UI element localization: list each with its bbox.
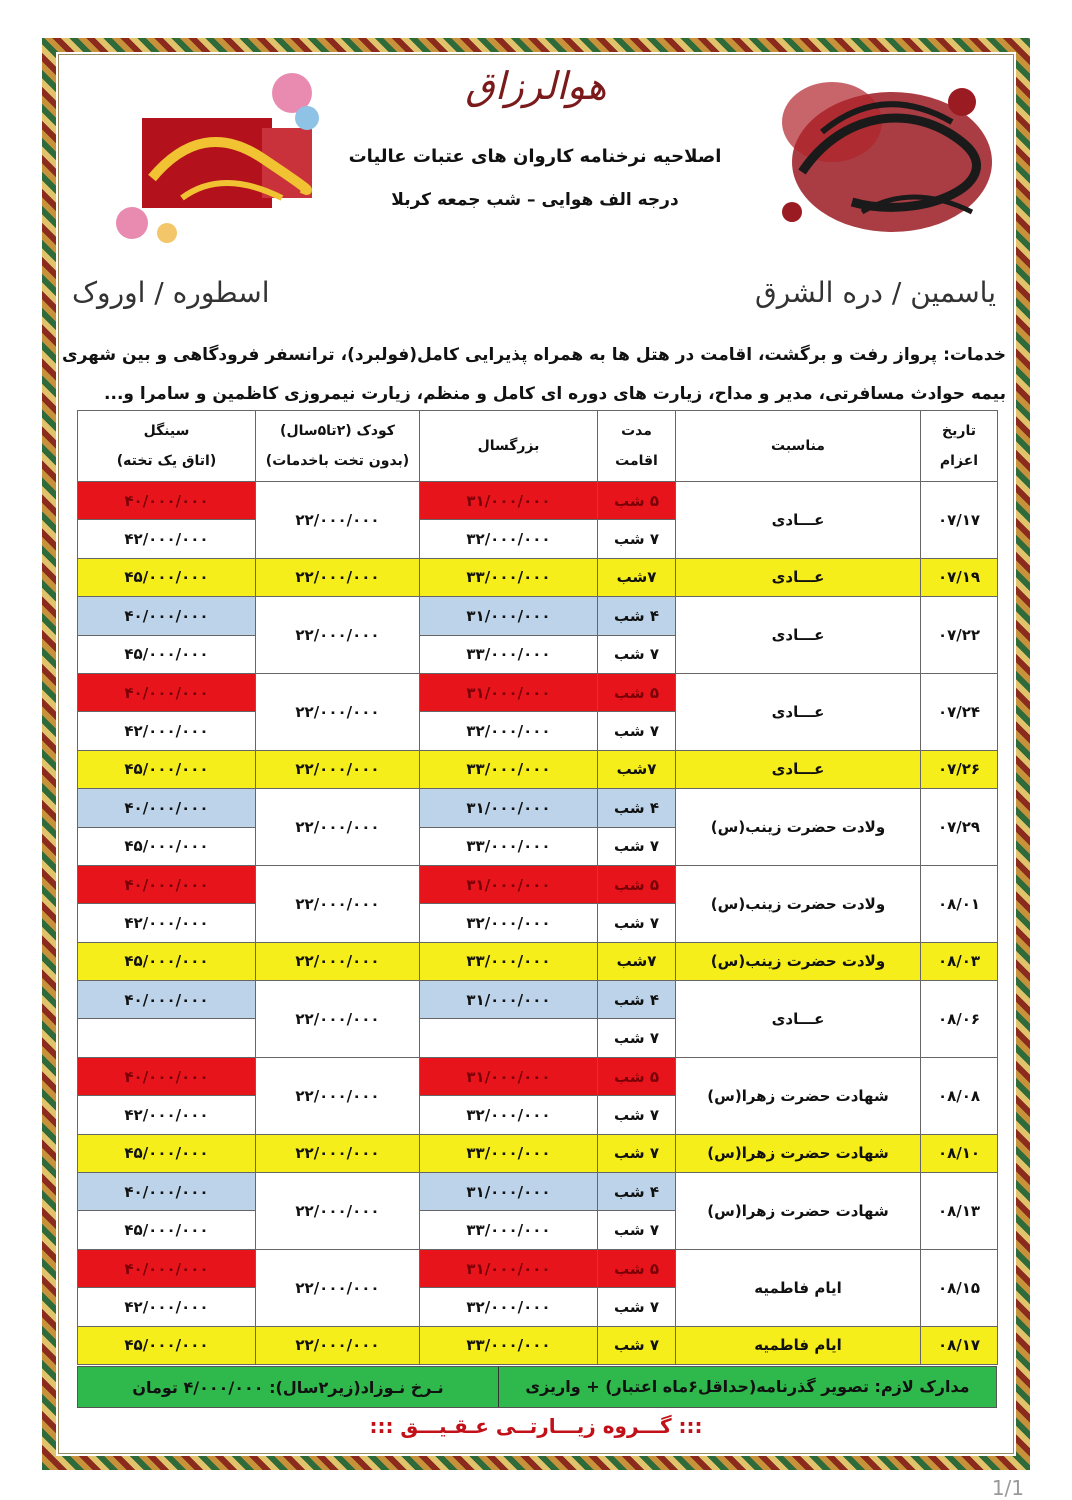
cell-single-price: ۴۵/۰۰۰/۰۰۰ bbox=[78, 635, 256, 673]
cell-single-price: ۴۰/۰۰۰/۰۰۰ bbox=[78, 597, 256, 635]
cell-stay: ۷ شب bbox=[598, 712, 676, 750]
cell-adult-price: ۳۳/۰۰۰/۰۰۰ bbox=[420, 827, 598, 865]
table-row bbox=[78, 750, 998, 788]
hotel-name-right: یاسمین / دره الشرق bbox=[755, 276, 996, 309]
cell-date: ۰۸/۱۰ bbox=[921, 1134, 998, 1172]
header-adult: بزرگسال bbox=[420, 411, 598, 482]
cell-adult-price: ۳۳/۰۰۰/۰۰۰ bbox=[420, 750, 598, 788]
cell-date: ۰۷/۲۲ bbox=[921, 597, 998, 674]
page-title: اصلاحیه نرخنامه کاروان های عتبات عالیات bbox=[348, 146, 722, 167]
header-stay: مدت اقامت bbox=[598, 411, 676, 482]
cell-stay: ۷شب bbox=[598, 558, 676, 596]
cell-occasion: شهادت حضرت زهرا(س) bbox=[676, 1134, 921, 1172]
cell-stay: ۴ شب bbox=[598, 597, 676, 635]
infant-rate: نـرخ نـوزاد(زیر۲سال): ۴/۰۰۰/۰۰۰ تومان bbox=[132, 1377, 444, 1397]
cell-child-price: ۲۲/۰۰۰/۰۰۰ bbox=[256, 1057, 420, 1134]
cell-single-price: ۴۵/۰۰۰/۰۰۰ bbox=[78, 1134, 256, 1172]
table-row bbox=[78, 981, 998, 1019]
cell-adult-price: ۳۳/۰۰۰/۰۰۰ bbox=[420, 1326, 598, 1364]
cell-stay: ۷شب bbox=[598, 942, 676, 980]
cell-date: ۰۸/۱۷ bbox=[921, 1326, 998, 1364]
cell-occasion: عـــادی bbox=[676, 482, 921, 559]
cell-child-price: ۲۲/۰۰۰/۰۰۰ bbox=[256, 597, 420, 674]
cell-stay: ۷ شب bbox=[598, 904, 676, 942]
required-documents: مدارک لازم: تصویر گذرنامه(حداقل۶ماه اعتبار) + واریزی bbox=[498, 1367, 996, 1407]
cell-adult-price: ۳۱/۰۰۰/۰۰۰ bbox=[420, 981, 598, 1019]
cell-stay: ۷ شب bbox=[598, 1211, 676, 1249]
cell-adult-price: ۳۳/۰۰۰/۰۰۰ bbox=[420, 942, 598, 980]
cell-date: ۰۸/۰۶ bbox=[921, 981, 998, 1058]
cell-occasion: عـــادی bbox=[676, 597, 921, 674]
table-row bbox=[78, 1057, 998, 1095]
cell-adult-price: ۳۲/۰۰۰/۰۰۰ bbox=[420, 1096, 598, 1134]
cell-stay: ۷ شب bbox=[598, 1288, 676, 1326]
cell-single-price: ۴۲/۰۰۰/۰۰۰ bbox=[78, 1096, 256, 1134]
cell-adult-price: ۳۱/۰۰۰/۰۰۰ bbox=[420, 1057, 598, 1095]
cell-date: ۰۸/۱۵ bbox=[921, 1249, 998, 1326]
cell-adult-price: ۳۱/۰۰۰/۰۰۰ bbox=[420, 865, 598, 903]
cell-stay: ۷ شب bbox=[598, 1134, 676, 1172]
cell-child-price: ۲۲/۰۰۰/۰۰۰ bbox=[256, 558, 420, 596]
table-row bbox=[78, 1326, 998, 1364]
table-row bbox=[78, 597, 998, 635]
table-header-row bbox=[78, 411, 998, 482]
cell-stay: ۷ شب bbox=[598, 520, 676, 558]
header-calligraphy: هوالرزاق bbox=[465, 64, 607, 108]
cell-child-price: ۲۲/۰۰۰/۰۰۰ bbox=[256, 981, 420, 1058]
table-row bbox=[78, 942, 998, 980]
header-date: تاریخ اعزام bbox=[921, 411, 998, 482]
cell-single-price: ۴۰/۰۰۰/۰۰۰ bbox=[78, 673, 256, 711]
cell-single-price: ۴۲/۰۰۰/۰۰۰ bbox=[78, 712, 256, 750]
cell-child-price: ۲۲/۰۰۰/۰۰۰ bbox=[256, 1326, 420, 1364]
cell-adult-price: ۳۱/۰۰۰/۰۰۰ bbox=[420, 597, 598, 635]
cell-stay: ۷شب bbox=[598, 750, 676, 788]
cell-occasion: ولادت حضرت زینب(س) bbox=[676, 865, 921, 942]
cell-adult-price: ۳۱/۰۰۰/۰۰۰ bbox=[420, 673, 598, 711]
cell-single-price: ۴۰/۰۰۰/۰۰۰ bbox=[78, 1249, 256, 1287]
table-row bbox=[78, 558, 998, 596]
cell-date: ۰۷/۱۷ bbox=[921, 482, 998, 559]
cell-single-price: ۴۵/۰۰۰/۰۰۰ bbox=[78, 1326, 256, 1364]
cell-date: ۰۷/۲۹ bbox=[921, 789, 998, 866]
hotel-name-left: اسطوره / اوروک bbox=[72, 276, 270, 309]
cell-adult-price: ۳۱/۰۰۰/۰۰۰ bbox=[420, 1249, 598, 1287]
cell-stay: ۷ شب bbox=[598, 1096, 676, 1134]
cell-child-price: ۲۲/۰۰۰/۰۰۰ bbox=[256, 482, 420, 559]
cell-date: ۰۸/۰۳ bbox=[921, 942, 998, 980]
table-row bbox=[78, 1249, 998, 1287]
table-row bbox=[78, 865, 998, 903]
table-row bbox=[78, 673, 998, 711]
cell-stay: ۵ شب bbox=[598, 1057, 676, 1095]
table-row bbox=[78, 482, 998, 520]
cell-stay: ۷ شب bbox=[598, 635, 676, 673]
cell-child-price: ۲۲/۰۰۰/۰۰۰ bbox=[256, 1173, 420, 1250]
cell-adult-price: ۳۱/۰۰۰/۰۰۰ bbox=[420, 1173, 598, 1211]
cell-single-price bbox=[78, 1019, 256, 1057]
page-subtitle: درجه الف هوایی – شب جمعه کربلا bbox=[391, 190, 679, 210]
cell-stay: ۷ شب bbox=[598, 1019, 676, 1057]
cell-stay: ۴ شب bbox=[598, 789, 676, 827]
cell-adult-price: ۳۳/۰۰۰/۰۰۰ bbox=[420, 1211, 598, 1249]
cell-single-price: ۴۰/۰۰۰/۰۰۰ bbox=[78, 789, 256, 827]
cell-stay: ۷ شب bbox=[598, 1326, 676, 1364]
table-row bbox=[78, 1134, 998, 1172]
cell-stay: ۴ شب bbox=[598, 981, 676, 1019]
cell-adult-price: ۳۱/۰۰۰/۰۰۰ bbox=[420, 789, 598, 827]
header-single: سینگل (اتاق یک تخته) bbox=[78, 411, 256, 482]
page-number: 1/1 bbox=[991, 1476, 1024, 1500]
group-name: ::: گـــروه زیـــارتــی عـقـیـــق ::: bbox=[369, 1414, 703, 1438]
cell-single-price: ۴۰/۰۰۰/۰۰۰ bbox=[78, 482, 256, 520]
header-occasion: مناسبت bbox=[676, 411, 921, 482]
cell-single-price: ۴۲/۰۰۰/۰۰۰ bbox=[78, 520, 256, 558]
cell-child-price: ۲۲/۰۰۰/۰۰۰ bbox=[256, 1249, 420, 1326]
cell-single-price: ۴۵/۰۰۰/۰۰۰ bbox=[78, 558, 256, 596]
cell-single-price: ۴۲/۰۰۰/۰۰۰ bbox=[78, 1288, 256, 1326]
cell-occasion: شهادت حضرت زهرا(س) bbox=[676, 1173, 921, 1250]
table-row bbox=[78, 789, 998, 827]
cell-single-price: ۴۵/۰۰۰/۰۰۰ bbox=[78, 750, 256, 788]
cell-stay: ۵ شب bbox=[598, 482, 676, 520]
cell-single-price: ۴۰/۰۰۰/۰۰۰ bbox=[78, 1057, 256, 1095]
cell-stay: ۷ شب bbox=[598, 827, 676, 865]
cell-occasion: عـــادی bbox=[676, 673, 921, 750]
header-child: کودک (۲تا۵سال) (بدون تخت باخدمات) bbox=[256, 411, 420, 482]
cell-adult-price: ۳۱/۰۰۰/۰۰۰ bbox=[420, 482, 598, 520]
cell-single-price: ۴۵/۰۰۰/۰۰۰ bbox=[78, 1211, 256, 1249]
table-row bbox=[78, 1173, 998, 1211]
cell-adult-price: ۳۲/۰۰۰/۰۰۰ bbox=[420, 1288, 598, 1326]
services-paragraph: خدمات: پرواز رفت و برگشت، اقامت در هتل ها به همراه پذیرایی کامل(فولبرد)، ترانسفر فرودگاهی و بین شهری بیمه حوادث مسافرتی، مدیر و مداح، زیارت های دوره ای کامل و منظم، زیارت نیمروزی کاظمین و سامرا و... bbox=[62, 345, 1006, 404]
cell-adult-price: ۳۳/۰۰۰/۰۰۰ bbox=[420, 1134, 598, 1172]
cell-single-price: ۴۰/۰۰۰/۰۰۰ bbox=[78, 981, 256, 1019]
cell-occasion: عـــادی bbox=[676, 981, 921, 1058]
cell-adult-price: ۳۳/۰۰۰/۰۰۰ bbox=[420, 635, 598, 673]
cell-single-price: ۴۵/۰۰۰/۰۰۰ bbox=[78, 827, 256, 865]
cell-single-price: ۴۰/۰۰۰/۰۰۰ bbox=[78, 1173, 256, 1211]
cell-child-price: ۲۲/۰۰۰/۰۰۰ bbox=[256, 865, 420, 942]
cell-child-price: ۲۲/۰۰۰/۰۰۰ bbox=[256, 942, 420, 980]
cell-date: ۰۸/۱۳ bbox=[921, 1173, 998, 1250]
cell-occasion: ایام فاطمیه bbox=[676, 1326, 921, 1364]
cell-occasion: شهادت حضرت زهرا(س) bbox=[676, 1057, 921, 1134]
cell-adult-price bbox=[420, 1019, 598, 1057]
cell-date: ۰۷/۲۴ bbox=[921, 673, 998, 750]
cell-occasion: عـــادی bbox=[676, 558, 921, 596]
cell-occasion: ایام فاطمیه bbox=[676, 1249, 921, 1326]
cell-occasion: ولادت حضرت زینب(س) bbox=[676, 942, 921, 980]
cell-stay: ۵ شب bbox=[598, 1249, 676, 1287]
cell-adult-price: ۳۲/۰۰۰/۰۰۰ bbox=[420, 904, 598, 942]
cell-occasion: ولادت حضرت زینب(س) bbox=[676, 789, 921, 866]
cell-child-price: ۲۲/۰۰۰/۰۰۰ bbox=[256, 1134, 420, 1172]
cell-adult-price: ۳۳/۰۰۰/۰۰۰ bbox=[420, 558, 598, 596]
cell-stay: ۵ شب bbox=[598, 865, 676, 903]
cell-occasion: عـــادی bbox=[676, 750, 921, 788]
cell-stay: ۵ شب bbox=[598, 673, 676, 711]
cell-date: ۰۸/۰۱ bbox=[921, 865, 998, 942]
footer-bar bbox=[77, 1366, 997, 1408]
cell-stay: ۴ شب bbox=[598, 1173, 676, 1211]
cell-adult-price: ۳۲/۰۰۰/۰۰۰ bbox=[420, 712, 598, 750]
cell-single-price: ۴۵/۰۰۰/۰۰۰ bbox=[78, 942, 256, 980]
cell-adult-price: ۳۲/۰۰۰/۰۰۰ bbox=[420, 520, 598, 558]
cell-date: ۰۸/۰۸ bbox=[921, 1057, 998, 1134]
price-table bbox=[77, 410, 998, 1365]
cell-single-price: ۴۰/۰۰۰/۰۰۰ bbox=[78, 865, 256, 903]
cell-child-price: ۲۲/۰۰۰/۰۰۰ bbox=[256, 750, 420, 788]
cell-child-price: ۲۲/۰۰۰/۰۰۰ bbox=[256, 673, 420, 750]
cell-date: ۰۷/۲۶ bbox=[921, 750, 998, 788]
cell-single-price: ۴۲/۰۰۰/۰۰۰ bbox=[78, 904, 256, 942]
cell-date: ۰۷/۱۹ bbox=[921, 558, 998, 596]
cell-child-price: ۲۲/۰۰۰/۰۰۰ bbox=[256, 789, 420, 866]
